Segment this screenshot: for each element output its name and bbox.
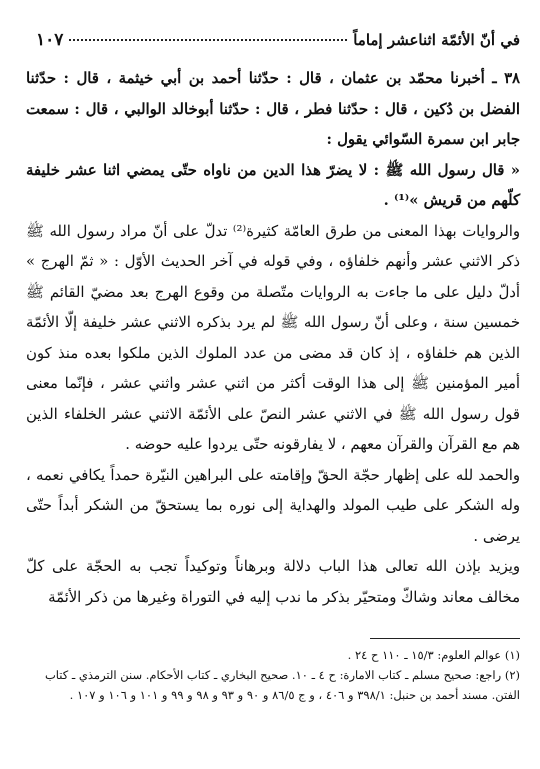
- page-number: ١٠٧: [36, 30, 64, 50]
- footnote-1: (١) عوالم العلوم: ١٥/٣ ـ ١١٠ ح ٢٤ .: [347, 648, 520, 662]
- main-text: [26, 64, 520, 613]
- footnotes: [26, 638, 520, 705]
- page-header: [36, 30, 520, 50]
- closing-paragraph: ويزيد بإذن الله تعالى هذا الباب دلالة وبرهاناً وتوكيداً تجب به الحجّة على كلّ مخالف معاند وشاكّ ومتحيّر بذكر ما ندب إليه في التوراة وغيرها من ذكر الأئمّة: [26, 558, 520, 606]
- footnote-rule: [370, 638, 520, 639]
- isnad-paragraph: ٣٨ ـ أخبرنا محمّد بن عثمان ، قال : حدّثنا أحمد بن أبي خيثمة ، قال : حدّثنا الفضل بن دُكين ، قال : حدّثنا فطر ، قال : حدّثنا أبوخالد الوالبي ، قال : سمعت جابر ابن سمرة السّوائي يقول :: [26, 70, 520, 148]
- running-title: في أنّ الأئمّة اثناعشر إماماً: [353, 31, 520, 49]
- footnote-2: (٢) راجع: صحيح مسلم ـ كتاب الامارة: ح ٤ ـ ١٠. صحيح البخاري ـ كتاب الأحكام. سنن الترمذي ـ كتاب الفتن. مسند أحمد بن حنبل: ٣٩٨/١ و ٤٠٦ ، و ج ٨٦/٥ و ٩٠ و ٩٣ و ٩٨ و ٩٩ و ١٠١ و ١٠٦ و ١٠٧ .: [44, 668, 520, 702]
- commentary-paragraph: والروايات بهذا المعنى من طرق العامّة كثيرة⁽²⁾ تدلّ على أنّ مراد رسول الله ﷺ ذكر الاثني عشر وأنهم خلفاؤه ، وفي قوله في آخر الحديث الأوّل : « ثمّ الهرج » أدلّ دليل على ما جاءت به الروايات متّصلة من وقوع الهرج بعد مضيّ القائم ﷺ خمسين سنة ، وعلى أنّ رسول الله ﷺ لم يرد بذكره الاثني عشر خليفة إلّا الأئمّة الذين هم خلفاؤه ، إذ كان قد مضى من عدد الملوك الذين ملكوا بعده منذ كون أمير المؤمنين ﷺ إلى هذا الوقت أكثر من اثني عشر واثني عشر ، فإنّما معنى قول رسول الله ﷺ في الاثني عشر النصّ على الأئمّة الاثني عشر الخلفاء الذين هم مع القرآن والقرآن معهم ، لا يفارقونه حتّى يردوا عليه حوضه .: [26, 222, 520, 453]
- hadith-quote: « قال رسول الله ﷺ : لا يضرّ هذا الدين من ناواه حتّى يمضي اثنا عشر خليفة كلّهم من قريش »⁽¹⁾ .: [26, 161, 520, 209]
- leader-dots: [69, 39, 347, 41]
- praise-paragraph: والحمد لله على إظهار حجّة الحقّ وإقامته على البراهين النيّرة حمداً يكافي نعمه ، وله الشكر على طيب المولد والهداية إلى نوره بما يستحقّ من الشكر أبداً حتّى يرضى .: [26, 466, 520, 545]
